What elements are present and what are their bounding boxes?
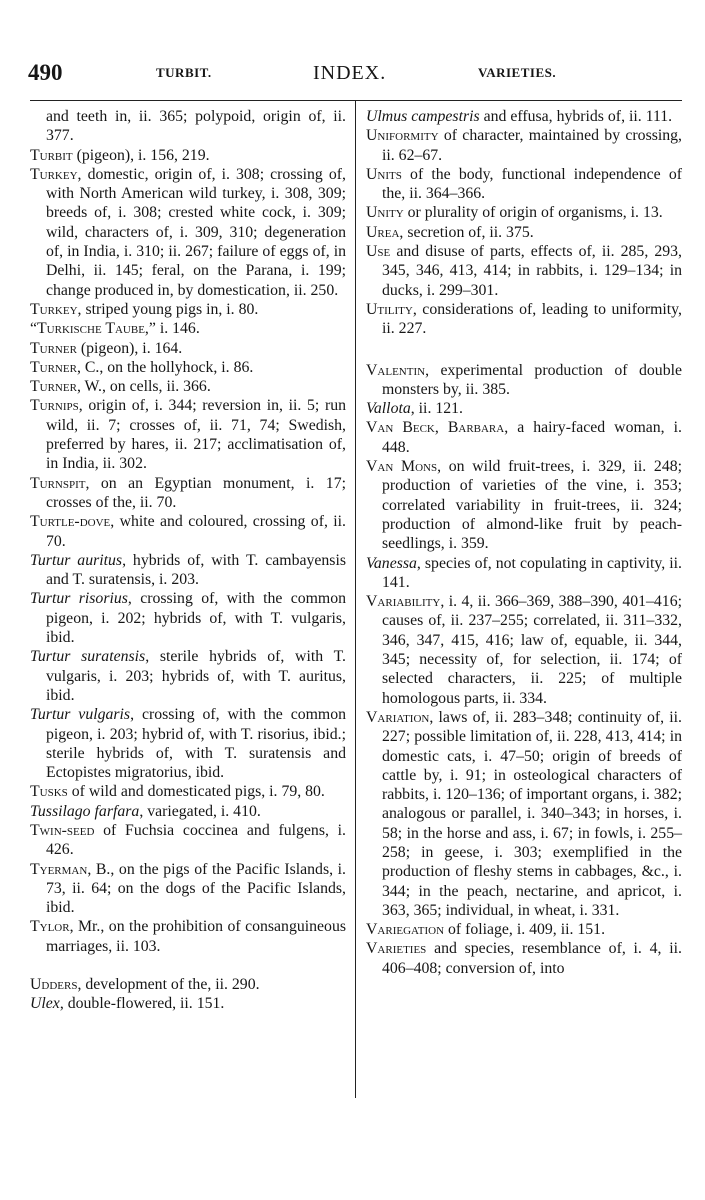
index-entry	[30, 589, 346, 647]
entry-text: and disuse of parts, effects of, ii. 285, 293, 345, 346, 413, 414; in rabbits, i. 129–134; in ducks, i. 299–301.	[382, 243, 682, 299]
entry-text: , sterile hybrids of, with T. vulgaris, i. 203; hybrids of, with T. auritus, ibid.	[46, 648, 346, 704]
index-entry	[366, 708, 682, 920]
entry-headword: Uniformity	[366, 127, 439, 145]
index-entry	[30, 319, 346, 338]
index-entry	[30, 860, 346, 918]
entry-headword: Vanessa	[366, 554, 417, 572]
entry-text: of foliage, i. 409, ii. 151.	[444, 921, 606, 939]
entry-headword: Utility	[366, 300, 413, 318]
entry-headword: Vallota	[366, 400, 411, 418]
entry-headword: Valentin	[366, 361, 426, 379]
entry-text: , Mr., on the prohibition of consanguineous marriages, ii. 103.	[46, 918, 346, 955]
index-entry	[30, 917, 346, 956]
index-entry	[366, 418, 682, 457]
index-entry	[30, 802, 346, 821]
entry-text: of wild and domesticated pigs, i. 79, 80.	[67, 783, 325, 801]
index-entry	[366, 107, 682, 126]
entry-text: i. 146.	[155, 320, 200, 338]
header-rule	[30, 100, 682, 101]
index-entry	[30, 975, 346, 994]
entry-headword: Tussilago farfara	[30, 802, 140, 820]
index-entry	[366, 554, 682, 593]
index-entry	[30, 377, 346, 396]
entry-headword: “Turkische Taube,”	[30, 320, 156, 338]
index-entry	[30, 358, 346, 377]
entry-text: or plurality of origin of organisms, i. 13.	[403, 204, 663, 222]
entry-text: and teeth in, ii. 365; polypoid, origin of, ii. 377.	[46, 108, 346, 145]
index-entry	[366, 165, 682, 204]
entry-headword: Turner	[30, 378, 77, 396]
page-number: 490	[28, 60, 63, 85]
entry-headword: Twin-seed	[30, 821, 95, 839]
entry-headword: Ulmus campestris	[366, 108, 480, 125]
index-entry	[366, 223, 682, 242]
index-entry	[366, 592, 682, 708]
entry-text: , crossing of, with the common pigeon, i. 203; hybrid of, with T. risorius, ibid.; sterile hybrids of, with T. suratensis and Ectopistes migratorius, ibid.	[46, 706, 347, 782]
entry-text: (pigeon), i. 156, 219.	[72, 146, 210, 164]
entry-text: , i. 4, ii. 366–369, 388–390, 401–416; causes of, ii. 237–255; correlated, ii. 311–332, 346, 347, 415, 416; law of, equable, ii. 344, 345; necessity of, for selection, ii. 174; of selected characters, ii. 225; of multiple homologous parts, ii. 334.	[382, 593, 682, 707]
entry-headword: Turner	[30, 358, 77, 376]
index-entry	[30, 551, 346, 590]
entry-headword: Tyerman	[30, 860, 88, 878]
entry-headword: Tusks	[30, 783, 68, 801]
column-divider	[355, 100, 356, 1098]
index-entry	[366, 920, 682, 939]
entry-headword: Ulex	[30, 995, 60, 1013]
entry-headword: Varieties	[366, 940, 427, 958]
left-running-head: TURBIT.	[156, 65, 212, 80]
entry-text: and species, resemblance of, i. 4, ii. 406–408; conversion of, into	[382, 940, 682, 977]
entry-text: , ii. 121.	[410, 400, 463, 418]
right-column	[366, 107, 682, 978]
index-entry	[30, 396, 346, 473]
index-entry	[30, 165, 346, 300]
index-entry	[30, 647, 346, 705]
index-entry	[366, 126, 682, 165]
index-entry	[366, 399, 682, 418]
entry-text: , considerations of, leading to uniformity, ii. 227.	[382, 300, 682, 338]
index-entry	[366, 361, 682, 400]
entry-text: , origin of, i. 344; reversion in, ii. 5; run wild, ii. 7; crosses of, ii. 71, 74; Swedish, preferred by hares, ii. 217; acclimatisation of, in India, ii. 302.	[46, 397, 346, 473]
entry-headword: Udders	[30, 976, 78, 994]
entry-text: , secretion of, ii. 375.	[399, 223, 534, 241]
entry-headword: Variegation	[366, 921, 445, 939]
entry-headword: Turtur auritus	[30, 551, 123, 569]
page-title: INDEX.	[313, 62, 387, 84]
entry-headword: Units	[366, 165, 402, 183]
index-entry	[366, 300, 682, 339]
entry-text: , double-flowered, ii. 151.	[59, 995, 225, 1013]
entry-text: , hybrids of, with T. cambayensis and T. suratensis, i. 203.	[46, 551, 346, 589]
entry-headword: Variability	[366, 593, 441, 611]
index-entry	[30, 782, 346, 801]
entry-text: , white and coloured, crossing of, ii. 70.	[46, 513, 346, 550]
entry-text: , C., on the hollyhock, i. 86.	[76, 358, 254, 376]
entry-text: , W., on cells, ii. 366.	[76, 378, 211, 396]
entry-headword: Turtur suratensis	[30, 648, 146, 666]
entry-text: and effusa, hybrids of, ii. 111.	[479, 108, 673, 125]
index-entry	[30, 512, 346, 551]
entry-text: , variegated, i. 410.	[139, 802, 261, 820]
entry-headword: Turbit	[30, 146, 73, 164]
entry-text: , domestic, origin of, i. 308; crossing of, with North American wild turkey, i. 308, 309; breeds of, i. 308; crested white cock, i. 309; wild, characters of, i. 309, 310; degeneration of, in India, i. 310; ii. 267; failure of eggs of, in Delhi, ii. 145; feral, on the Parana, i. 199; change produced in, by domestication, ii. 250.	[46, 165, 346, 299]
entry-text: , species of, not copulating in captivity, ii. 141.	[382, 554, 682, 591]
entry-text: , laws of, ii. 283–348; continuity of, ii. 227; possible limitation of, ii. 228, 413, 414; in domestic cats, i. 47–50; origin of breeds of cattle by, i. 91; in osteological characters of rabbits, i. 120–136; of important organs, i. 382; analogous or parallel, i. 340–343; in horses, i. 58; in the horse and ass, i. 67; in fowls, i. 255–258; in geese, i. 303; exemplified in the production of fleshy stems in cabbages, &c., i. 344; in the peach, nectarine, and apricot, i. 363, 365; individual, in wheat, i. 331.	[382, 708, 682, 919]
entry-headword: Van Beck, Barbara	[366, 419, 505, 437]
index-entry	[366, 939, 682, 978]
index-entry	[30, 339, 346, 358]
entry-text: , experimental production of double monsters by, ii. 385.	[382, 361, 682, 398]
entry-headword: Unity	[366, 204, 404, 222]
entry-headword: Turtle-dove	[30, 513, 111, 531]
index-entry	[30, 994, 346, 1013]
entry-headword: Turkey	[30, 300, 78, 318]
entry-text: of Fuchsia coccinea and fulgens, i. 426.	[46, 821, 346, 859]
entry-headword: Variation	[366, 708, 430, 726]
entry-headword: Turtur risorius	[30, 590, 128, 608]
left-column	[30, 107, 346, 1014]
index-entry	[30, 705, 346, 782]
entry-text: , on wild fruit-trees, i. 329, ii. 248; production of varieties of the vine, i. 353; correlated variability in fruit-trees, ii. 324; production of almond-like fruit by peach-seedlings, i. 359.	[382, 458, 683, 553]
entry-headword: Use	[366, 243, 391, 261]
index-entry	[30, 474, 346, 513]
entry-headword: Urea	[366, 223, 400, 241]
entry-headword: Turkey	[30, 165, 78, 183]
entry-text: (pigeon), i. 164.	[76, 339, 183, 357]
entry-headword: Turnspit	[30, 474, 86, 492]
index-entry	[30, 107, 346, 146]
entry-text: of character, maintained by crossing, ii. 62–67.	[382, 127, 682, 164]
entry-headword: Turtur vulgaris	[30, 706, 131, 724]
running-header	[0, 58, 705, 90]
entry-text: , a hairy-faced woman, i. 448.	[382, 419, 682, 456]
entry-text: , B., on the pigs of the Pacific Islands, i. 73, ii. 64; on the dogs of the Pacific Islands, ibid.	[46, 860, 346, 917]
entry-text: , crossing of, with the common pigeon, i. 202; hybrids of, with T. vulgaris, ibid.	[46, 590, 346, 647]
index-entry	[30, 300, 346, 319]
entry-text: of the body, functional independence of the, ii. 364–366.	[382, 165, 682, 203]
letter-gap	[30, 956, 346, 975]
index-entry	[366, 242, 682, 300]
entry-text: , development of the, ii. 290.	[77, 976, 260, 994]
right-running-head: VARIETIES.	[478, 65, 557, 80]
index-entry	[30, 146, 346, 165]
entry-headword: Turner	[30, 339, 77, 357]
letter-gap	[366, 339, 682, 361]
entry-text: , on an Egyptian monument, i. 17; crosses of the, ii. 70.	[46, 474, 346, 511]
entry-headword: Van Mons	[366, 458, 438, 476]
entry-text: , striped young pigs in, i. 80.	[77, 300, 259, 318]
index-entry	[30, 821, 346, 860]
index-entry	[366, 457, 682, 553]
entry-headword: Turnips	[30, 397, 79, 415]
entry-headword: Tylor	[30, 918, 70, 936]
index-entry	[366, 203, 682, 222]
